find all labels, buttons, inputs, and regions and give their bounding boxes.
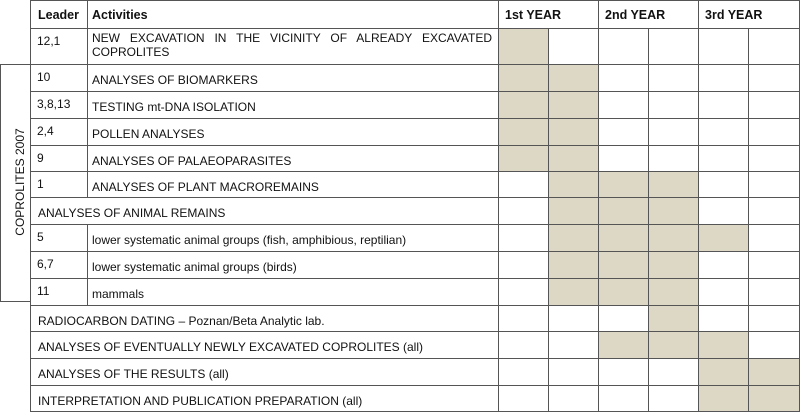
group-border-left <box>0 64 1 301</box>
schedule-bar-cell <box>549 198 598 224</box>
schedule-bar-cell <box>599 252 648 278</box>
schedule-bar-cell <box>549 172 598 197</box>
col-border-leader <box>87 278 88 305</box>
schedule-bar-cell <box>499 146 548 171</box>
row-separator <box>30 385 799 386</box>
col-border-leader <box>87 0 88 28</box>
schedule-bar-cell <box>599 225 648 251</box>
row-activity: ANALYSES OF PALAEOPARASITES <box>92 154 292 168</box>
header-year-1: 1st YEAR <box>505 8 562 22</box>
schedule-bar-cell <box>649 252 698 278</box>
schedule-bar-cell <box>499 92 548 118</box>
group-label-coprolites: COPROLITES 2007 <box>13 128 27 236</box>
schedule-bar-cell <box>699 359 748 385</box>
col-border-half <box>648 28 649 412</box>
row-leader: 3,8,13 <box>37 97 71 111</box>
row-leader: 5 <box>37 230 44 244</box>
table-border-top <box>30 0 799 1</box>
schedule-bar-cell <box>549 92 598 118</box>
row-activity: POLLEN ANALYSES <box>92 127 205 141</box>
schedule-bar-cell <box>649 225 698 251</box>
header-activities: Activities <box>92 8 148 22</box>
col-border-timeline <box>498 0 499 412</box>
row-separator <box>30 171 799 172</box>
schedule-bar-cell <box>649 332 698 358</box>
header-separator <box>30 28 799 29</box>
row-activity: ANALYSES OF ANIMAL REMAINS <box>38 206 226 220</box>
row-activity: ANALYSES OF PLANT MACROREMAINS <box>92 180 319 194</box>
schedule-bar-cell <box>549 119 598 145</box>
schedule-bar-cell <box>699 386 748 411</box>
schedule-bar-cell <box>599 279 648 305</box>
schedule-bar-cell <box>549 279 598 305</box>
row-leader: 9 <box>37 151 44 165</box>
col-border-leader <box>87 145 88 171</box>
schedule-bar-cell <box>499 29 548 64</box>
row-separator <box>30 118 799 119</box>
row-leader: 12,1 <box>37 34 61 48</box>
row-leader: 2,4 <box>37 124 54 138</box>
schedule-bar-cell <box>649 306 698 331</box>
col-border-leader <box>87 91 88 118</box>
col-border-half <box>548 28 549 412</box>
row-leader: 6,7 <box>37 257 54 271</box>
col-border-half <box>748 28 749 412</box>
schedule-bar-cell <box>649 198 698 224</box>
col-border-leader <box>87 28 88 64</box>
col-border-year <box>598 0 599 412</box>
header-year-3: 3rd YEAR <box>705 8 763 22</box>
row-activity: lower systematic animal groups (birds) <box>92 260 297 274</box>
schedule-bar-cell <box>549 146 598 171</box>
row-activity: NEW EXCAVATION IN THE VICINITY OF ALREADY EXCAVATED COPROLITES <box>92 31 492 59</box>
schedule-bar-cell <box>749 386 799 411</box>
col-border-leader <box>87 224 88 251</box>
row-leader: 1 <box>37 177 44 191</box>
row-separator <box>30 197 799 198</box>
schedule-bar-cell <box>699 225 748 251</box>
schedule-bar-cell <box>599 332 648 358</box>
row-leader: 10 <box>37 70 51 84</box>
row-separator <box>30 331 799 332</box>
schedule-bar-cell <box>549 225 598 251</box>
schedule-bar-cell <box>499 119 548 145</box>
schedule-bar-cell <box>599 198 648 224</box>
schedule-bar-cell <box>649 172 698 197</box>
schedule-bar-cell <box>649 279 698 305</box>
group-border-top <box>0 64 30 65</box>
row-activity: RADIOCARBON DATING – Poznan/Beta Analytic lab. <box>38 314 325 328</box>
row-separator <box>30 64 799 65</box>
col-border-left <box>30 0 31 412</box>
row-separator <box>30 305 799 306</box>
row-separator <box>30 91 799 92</box>
row-activity: lower systematic animal groups (fish, amphibious, reptilian) <box>92 233 407 247</box>
row-activity: ANALYSES OF THE RESULTS (all) <box>38 367 229 381</box>
row-separator <box>30 145 799 146</box>
col-border-leader <box>87 251 88 278</box>
row-separator <box>30 358 799 359</box>
row-activity: TESTING mt-DNA ISOLATION <box>92 100 256 114</box>
schedule-bar-cell <box>549 65 598 91</box>
schedule-bar-cell <box>699 332 748 358</box>
row-activity: mammals <box>92 287 145 301</box>
schedule-bar-cell <box>499 65 548 91</box>
row-separator <box>30 278 799 279</box>
row-activity: INTERPRETATION AND PUBLICATION PREPARATION (all) <box>38 394 363 408</box>
row-separator <box>30 224 799 225</box>
col-border-leader <box>87 171 88 197</box>
col-border-leader <box>87 118 88 145</box>
row-leader: 11 <box>37 284 50 298</box>
group-border-bottom <box>0 301 30 302</box>
schedule-bar-cell <box>549 252 598 278</box>
schedule-bar-cell <box>749 359 799 385</box>
header-year-2: 2nd YEAR <box>605 8 666 22</box>
header-leader: Leader <box>38 8 79 22</box>
row-activity: ANALYSES OF BIOMARKERS <box>92 73 258 87</box>
row-activity: ANALYSES OF EVENTUALLY NEWLY EXCAVATED COPROLITES (all) <box>38 340 423 354</box>
row-separator <box>30 251 799 252</box>
schedule-bar-cell <box>599 172 648 197</box>
col-border-leader <box>87 64 88 91</box>
col-border-year <box>698 0 699 412</box>
